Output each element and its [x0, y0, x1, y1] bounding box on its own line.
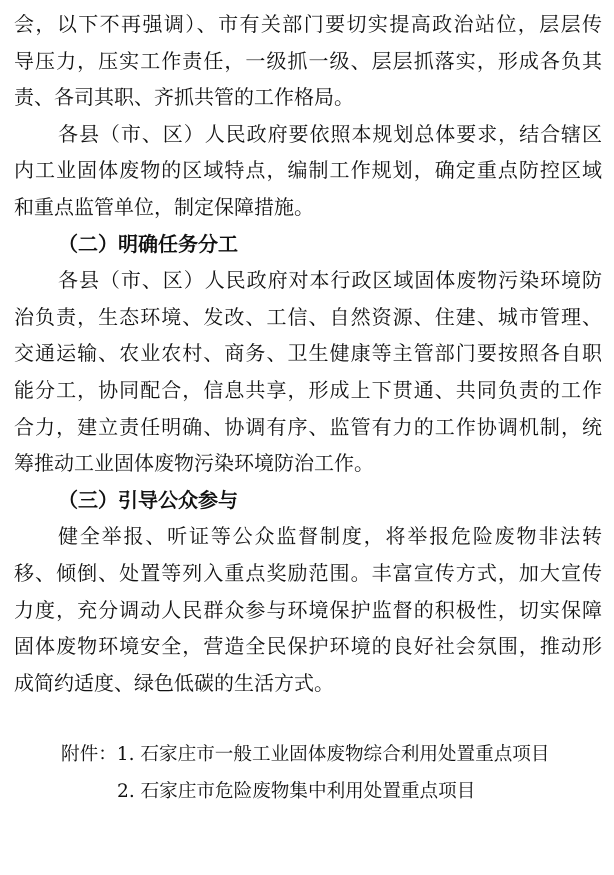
text-line: 各县（市、区）人民政府对本行政区域固体废物污染环境防: [58, 268, 602, 293]
document-page: [14, 6, 602, 810]
text-line: 和重点监管单位，制定保障措施。: [14, 194, 314, 219]
paragraph-county-plan: [14, 116, 602, 226]
text-line: 健全举报、听证等公众监督制度，将举报危险废物非法转: [58, 524, 602, 549]
attachment-item: 附件：1. 石家庄市一般工业固体废物综合利用处置重点项目: [61, 744, 550, 766]
text-line: 力度，充分调动人民群众参与环境保护监督的积极性，切实保障: [14, 597, 602, 622]
text-line: 责、各司其职、齐抓共管的工作格局。: [14, 85, 354, 110]
paragraph-intro: [14, 6, 602, 116]
section-task-division: [14, 226, 602, 482]
text-line: 会，以下不再强调）、市有关部门要切实提高政治站位，层层传: [14, 12, 602, 36]
text-line: 合力，建立责任明确、协调有序、监管有力的工作协调机制，统: [14, 414, 602, 439]
spacer: [14, 701, 602, 737]
text-line: 固体废物环境安全，营造全民保护环境的良好社会氛围，推动形: [14, 634, 602, 659]
text-line: 各县（市、区）人民政府要依照本规划总体要求，结合辖区: [58, 121, 602, 146]
section-public-participation: [14, 482, 602, 702]
attachments-list: [14, 737, 602, 810]
text-line: 交通运输、农业农村、商务、卫生健康等主管部门要按照各自职: [14, 341, 602, 366]
text-line: 内工业固体废物的区域特点，编制工作规划，确定重点防控区域: [14, 158, 602, 183]
text-line: 导压力，压实工作责任，一级抓一级、层层抓落实，形成各负其: [14, 48, 602, 73]
text-line: 筹推动工业固体废物污染环境防治工作。: [14, 451, 374, 476]
section-heading: （二）明确任务分工: [58, 231, 238, 256]
section-heading: （三）引导公众参与: [58, 487, 238, 512]
text-line: 成简约适度、绿色低碳的生活方式。: [14, 670, 334, 695]
text-line: 移、倾倒、处置等列入重点奖励范围。丰富宣传方式，加大宣传: [14, 560, 602, 585]
text-line: 治负责，生态环境、发改、工信、自然资源、住建、城市管理、: [14, 304, 602, 329]
text-line: 能分工，协同配合，信息共享，形成上下贯通、共同负责的工作: [14, 377, 602, 402]
attachment-item: 2. 石家庄市危险废物集中利用处置重点项目: [117, 780, 476, 802]
